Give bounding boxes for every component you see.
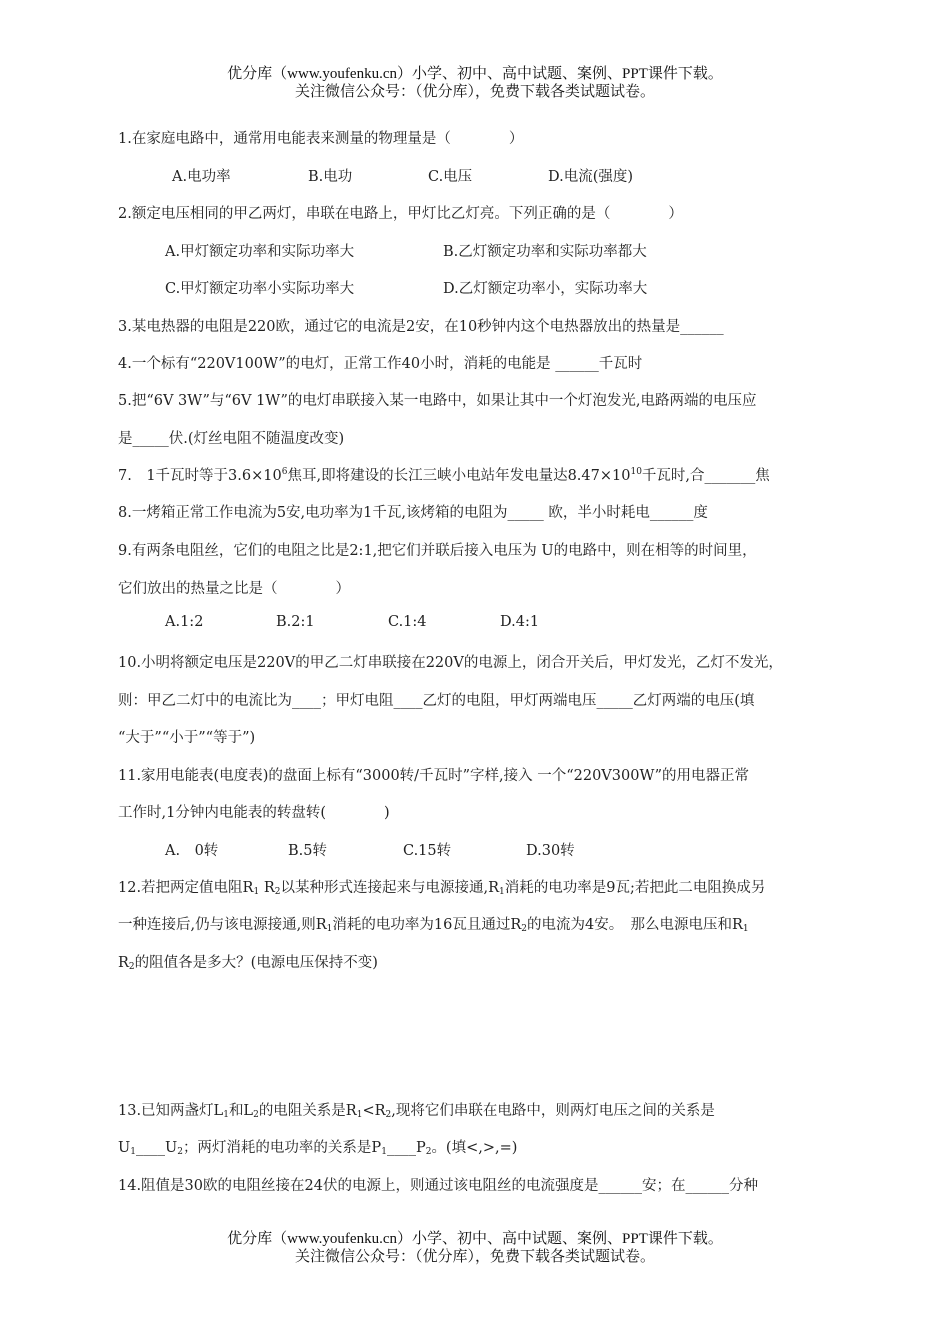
q2-option-b: B.乙灯额定功率和实际功率都大 — [443, 244, 647, 260]
q13-line-1 — [118, 1099, 715, 1120]
q1-option-b: B.电功 — [308, 169, 353, 185]
q2-option-c: C.甲灯额定功率小实际功率大 — [165, 281, 355, 297]
q12-l3-a: R — [118, 955, 129, 971]
q13-sub-6: 2 — [177, 1147, 183, 1157]
q13-l2-d: ____P — [386, 1140, 426, 1156]
q7-exp-2: 10 — [630, 467, 642, 477]
q12-l2-c: 的电流为4安。 那么电源电压和R — [526, 917, 743, 933]
q3-text: 3.某电热器的电阻是220欧，通过它的电流是2安，在10秒钟内这个电热器放出的热量是______ — [118, 319, 724, 335]
q13-l1-a: 13.已知两盏灯L — [118, 1103, 224, 1119]
q8-text: 8.一烤箱正常工作电流为5安,电功率为1千瓦,该烤箱的电阻为_____ 欧，半小时耗电______度 — [118, 505, 708, 521]
q12-sub-6: 1 — [742, 924, 749, 934]
q13-l1-c: 的电阻关系是R — [258, 1103, 357, 1119]
q9-option-b: B.2:1 — [276, 614, 315, 630]
q9-line-2: 它们放出的热量之比是（ ） — [118, 581, 350, 597]
q11-option-a: A. 0转 — [165, 843, 219, 859]
q10-line-3: “大于”“小于”“等于”) — [118, 730, 256, 746]
q9-option-c: C.1:4 — [388, 614, 427, 630]
q1-option-c: C.电压 — [428, 169, 473, 185]
q13-sub-7: 1 — [381, 1147, 387, 1157]
q12-l3-b: 的阻值各是多大？(电源电压保持不变) — [134, 955, 378, 971]
q13-l2-c: ；两灯消耗的电功率的关系是P — [182, 1140, 382, 1156]
q12-sub-4: 1 — [326, 924, 333, 934]
q13-sub-4: 2 — [385, 1110, 392, 1120]
q12-sub-1: 1 — [253, 887, 260, 897]
q13-sub-1: 1 — [223, 1110, 229, 1120]
q13-l2-e: 。(填<,>,=) — [431, 1140, 518, 1156]
q12-l2-a: 一种连接后,仍与该电源接通,则R — [118, 917, 327, 933]
q2-option-a: A.甲灯额定功率和实际功率大 — [165, 244, 355, 260]
q1-option-d: D.电流(强度) — [548, 169, 634, 185]
q7-text — [118, 464, 770, 485]
q13-line-2 — [118, 1136, 517, 1157]
q11-line-1: 11.家用电能表(电度表)的盘面上标有“3000转/千瓦时”字样,接入 一个“220V300W”的用电器正常 — [118, 768, 750, 784]
q13-sub-2: 2 — [253, 1110, 259, 1120]
q12-sub-2: 2 — [274, 887, 281, 897]
q1-text: 1.在家庭电路中，通常用电能表来测量的物理量是（ ） — [118, 131, 524, 147]
q13-l1-d: <R — [362, 1103, 386, 1119]
q12-sub-5: 2 — [521, 924, 527, 934]
footer-line-1: 优分库（www.youfenku.cn）小学、初中、高中试题、案例、PPT课件下载。 — [227, 1231, 723, 1247]
q7-part-c: 千瓦时,合_______焦 — [641, 468, 770, 484]
header-line-1: 优分库（www.youfenku.cn）小学、初中、高中试题、案例、PPT课件下载。 — [227, 66, 723, 82]
q12-l1-c: 以某种形式连接起来与电源接通,R — [280, 880, 500, 896]
q1-option-a: A.电功率 — [172, 169, 231, 185]
q11-option-b: B.5转 — [288, 843, 327, 859]
q12-line-2 — [118, 913, 749, 934]
q7-part-a: 7. 1千瓦时等于3.6×10 — [118, 468, 282, 484]
q7-exp-1: 6 — [281, 467, 288, 477]
header-line-2: 关注微信公众号：（优分库），免费下载各类试题试卷。 — [294, 84, 655, 100]
q13-l1-b: 和L — [228, 1103, 254, 1119]
q9-option-a: A.1:2 — [165, 614, 204, 630]
q9-option-d: D.4:1 — [500, 614, 540, 630]
q12-line-1 — [118, 876, 765, 897]
q13-l1-e: ,现将它们串联在电路中，则两灯电压之间的关系是 — [391, 1103, 715, 1119]
q12-l1-b: R — [259, 880, 275, 896]
q13-sub-5: 1 — [130, 1147, 136, 1157]
q12-sub-3: 1 — [499, 887, 505, 897]
q14-text: 14.阻值是30欧的电阻丝接在24伏的电源上，则通过该电阻丝的电流强度是______安；在______分种 — [118, 1178, 758, 1194]
q12-l2-b: 消耗的电功率为16瓦且通过R — [332, 917, 522, 933]
q2-text: 2.额定电压相同的甲乙两灯，串联在电路上，甲灯比乙灯亮。下列正确的是（ ） — [118, 206, 683, 222]
q9-line-1: 9.有两条电阻丝，它们的电阻之比是2:1,把它们并联后接入电压为 U的电路中，则在相等的时间里， — [118, 543, 757, 559]
q5-line-2: 是_____伏.(灯丝电阻不随温度改变) — [118, 431, 345, 447]
q2-option-d: D.乙灯额定功率小，实际功率大 — [443, 281, 648, 297]
q7-part-b: 焦耳,即将建设的长江三峡小电站年发电量达8.47×10 — [287, 468, 631, 484]
q13-sub-8: 2 — [425, 1147, 432, 1157]
q13-sub-3: 1 — [356, 1110, 363, 1120]
q11-option-d: D.30转 — [526, 843, 575, 859]
q4-text: 4.一个标有“220V100W”的电灯，正常工作40小时，消耗的电能是 ______千瓦时 — [118, 356, 643, 372]
q12-line-3 — [118, 951, 378, 972]
footer-line-2: 关注微信公众号：（优分库），免费下载各类试题试卷。 — [294, 1249, 655, 1265]
q11-option-c: C.15转 — [403, 843, 452, 859]
q12-l1-d: 消耗的电功率是9瓦;若把此二电阻换成另 — [504, 880, 766, 896]
q10-line-2: 则：甲乙二灯中的电流比为____；甲灯电阻____乙灯的电阻，甲灯两端电压_____乙灯两端的电压(填 — [118, 693, 755, 709]
q13-l2-b: ____U — [135, 1140, 178, 1156]
q12-sub-7: 2 — [128, 962, 135, 972]
q5-line-1: 5.把“6V 3W”与“6V 1W”的电灯串联接入某一电路中，如果让其中一个灯泡发光,电路两端的电压应 — [118, 393, 757, 409]
q12-l1-a: 12.若把两定值电阻R — [118, 880, 254, 896]
q10-line-1: 10.小明将额定电压是220V的甲乙二灯串联接在220V的电源上，闭合开关后，甲灯发光，乙灯不发光， — [118, 655, 783, 671]
q11-line-2: 工作时,1分钟内电能表的转盘转( ) — [118, 805, 390, 821]
q13-l2-a: U — [118, 1140, 131, 1156]
